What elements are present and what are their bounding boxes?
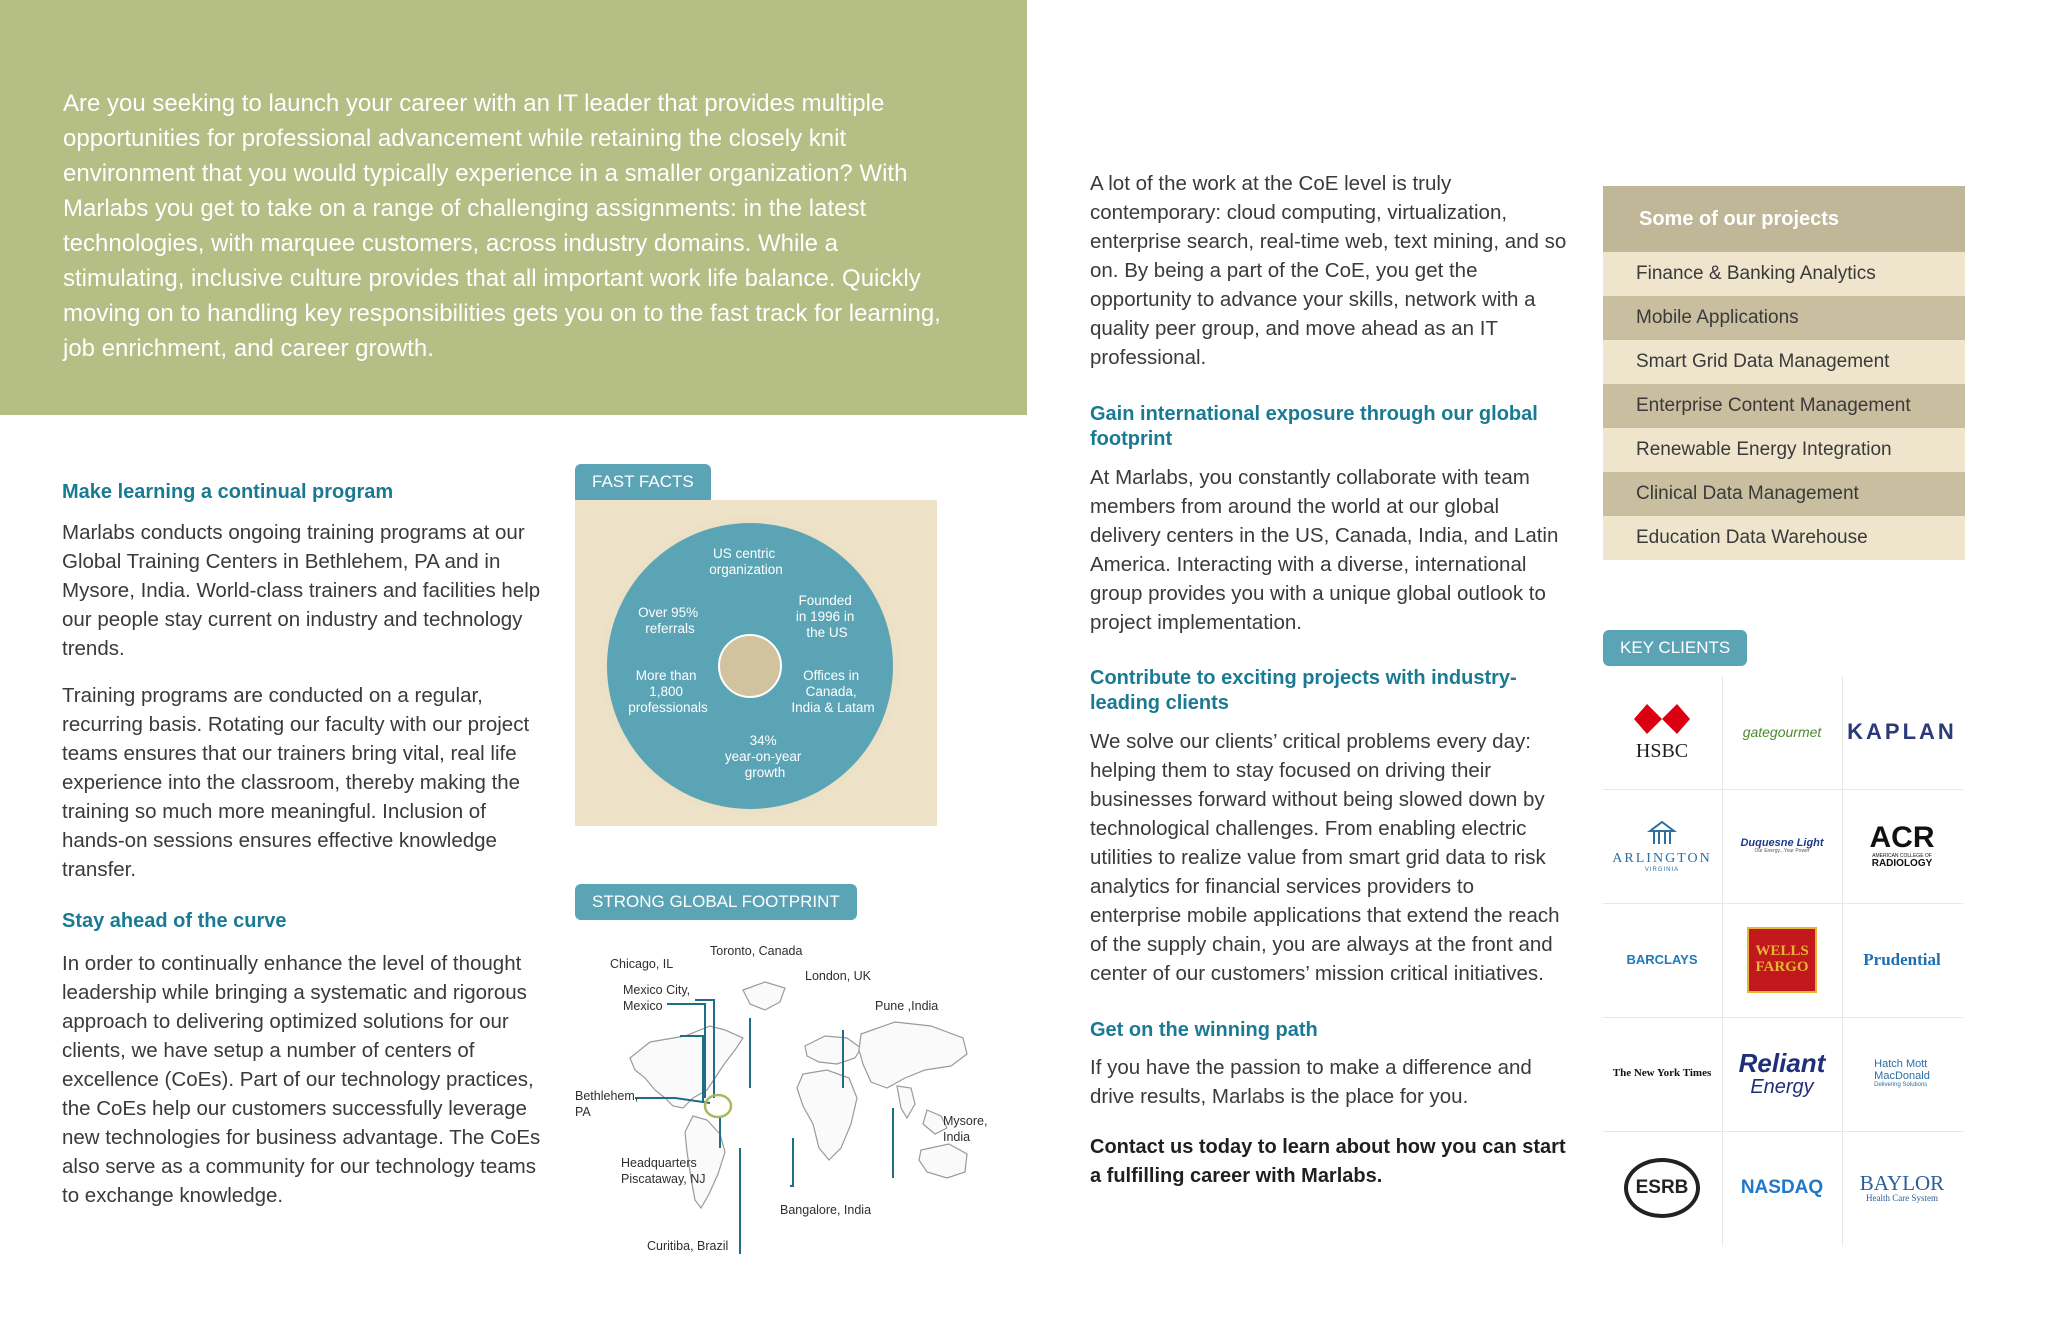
left-column xyxy=(62,480,542,1210)
client-logo-kaplan: KAPLAN xyxy=(1847,719,1957,745)
fact-offices: Offices in Canada, India & Latam xyxy=(791,668,875,715)
fast-facts-panel xyxy=(575,500,937,826)
curve-paragraph: In order to continually enhance the level of thought leadership while bringing a systematic and rigorous approach to delivering optimized solutions for our clients, we have setup a number of centers of excellence (CoEs). Part of our technology practices, the CoEs help our customers successfully leverage new technologies for business advantage. The CoEs also serve as a community for our technology teams to exchange knowledge. xyxy=(62,952,541,1207)
fast-facts-tag: FAST FACTS xyxy=(575,464,711,500)
label-pune: Pune ,India xyxy=(875,999,939,1013)
project-item: Education Data Warehouse xyxy=(1603,516,1965,560)
client-logo-hatch-mott: Hatch Mott MacDonald Delivering Solutions xyxy=(1874,1058,1930,1089)
fact-professionals: More than 1,800 professionals xyxy=(628,668,708,715)
client-logo-baylor: BAYLOR Health Care System xyxy=(1859,1171,1945,1204)
contact-callout: Contact us today to learn about how you can start a fulfilling career with Marlabs. xyxy=(1090,1136,1566,1187)
fact-founded: Founded in 1996 in the US xyxy=(795,593,855,640)
client-logo-reliant: Reliant Energy xyxy=(1738,1047,1826,1099)
learning-paragraph-2: Training programs are conducted on a regular, recurring basis. Rotating our faculty with our project teams ensures that our trainers bring vital, real life experience into the classroom, thereby making the training so much more meaningful. Inclusion of hands-on sessions ensures effective knowledge transfer. xyxy=(62,684,530,881)
project-item: Renewable Energy Integration xyxy=(1603,428,1965,472)
hq-highlight-circle xyxy=(705,1095,731,1117)
project-item: Mobile Applications xyxy=(1603,296,1965,340)
client-logo-prudential: Prudential xyxy=(1863,950,1941,970)
projects-heading: Contribute to exciting projects with industry-leading clients xyxy=(1090,667,1517,714)
project-item: Clinical Data Management xyxy=(1603,472,1965,516)
label-mysore: Mysore, India xyxy=(943,1114,988,1144)
key-clients-tag: KEY CLIENTS xyxy=(1603,630,1747,666)
project-item: Smart Grid Data Management xyxy=(1603,340,1965,384)
label-bethlehem: Bethlehem, PA xyxy=(575,1089,639,1119)
client-logo-duquesne: Duquesne Light Our Energy...Your Power xyxy=(1740,836,1824,855)
hsbc-hexagon-icon xyxy=(1632,702,1692,736)
client-logo-wells-fargo: WELLS FARGO xyxy=(1723,904,1841,1016)
international-paragraph: At Marlabs, you constantly collaborate with team members from around the world at our global delivery centers in the US, Canada, India, and Latin America. Interacting with a diverse, international group provides you with a unique global outlook to project implementation. xyxy=(1090,466,1559,634)
projects-paragraph: We solve our clients’ critical problems every day: helping them to stay focused on driving their businesses forward without being slowed down by technological challenges. From enabling electric utilities to realize value from smart grid data to risk analytics for financial services providers to enterprise mobile applications that extend the reach of the supply chain, you are always at the front and center of our customers’ mission critical initiatives. xyxy=(1090,730,1560,985)
label-mexico: Mexico City, Mexico xyxy=(623,983,691,1013)
client-logo-hsbc: HSBC xyxy=(1603,676,1721,788)
client-logo-gategourmet: gategourmet xyxy=(1742,723,1822,740)
connector-bangalore xyxy=(790,1138,793,1186)
middle-column xyxy=(1090,169,1570,1191)
label-london: London, UK xyxy=(805,969,872,983)
project-item: Finance & Banking Analytics xyxy=(1603,252,1965,296)
client-logo-nytimes: The New York Times xyxy=(1612,1067,1712,1080)
coe-paragraph: A lot of the work at the CoE level is truly contemporary: cloud computing, virtualization, enterprise search, real-time web, text mining, and so on. By being a part of the CoE, you get the opportunity to advance your skills, network with a quality peer group, and move ahead as an IT professional. xyxy=(1090,172,1567,369)
project-item: Enterprise Content Management xyxy=(1603,384,1965,428)
client-logo-nasdaq: NASDAQ xyxy=(1740,1177,1824,1199)
donut-center xyxy=(719,635,781,697)
client-logo-arlington: ARLINGTON VIRGINIA xyxy=(1603,790,1721,902)
fact-us-centric: US centric organization xyxy=(709,546,783,577)
label-headquarters: Headquarters Piscataway, NJ xyxy=(621,1156,706,1186)
hero-intro-text: Are you seeking to launch your career with an IT leader that provides multiple opportunities for professional advancement while retaining the closely knit environment that you would typically experience in a smaller organization? With Marlabs you get to take on a range of challenging assignments: in the latest technologies, with marquee customers, across industry domains. While a stimulating, inclusive culture provides that all important work life balance. Quickly moving on to handling key responsibilities gets you on to the fast track for learning, job enrichment, and career growth. xyxy=(63,90,941,362)
label-chicago: Chicago, IL xyxy=(610,957,674,971)
global-footprint-map xyxy=(575,938,995,1258)
fact-referrals: Over 95% referrals xyxy=(638,605,699,636)
client-logo-acr: ACR AMERICAN COLLEGE OF RADIOLOGY xyxy=(1869,821,1935,870)
label-curitiba: Curitiba, Brazil xyxy=(647,1239,729,1253)
client-logo-barclays: BARCLAYS xyxy=(1626,952,1698,968)
international-heading: Gain international exposure through our global footprint xyxy=(1090,403,1538,450)
projects-box xyxy=(1603,186,1965,560)
label-toronto: Toronto, Canada xyxy=(710,944,803,958)
key-clients-grid xyxy=(1603,676,1963,1246)
fact-growth: 34% year-on-year growth xyxy=(724,733,802,780)
learning-heading: Make learning a continual program xyxy=(62,481,394,503)
projects-title: Some of our projects xyxy=(1603,186,1965,252)
client-logo-esrb: ESRB xyxy=(1603,1132,1721,1244)
fast-facts-donut xyxy=(575,500,937,826)
global-footprint-tag: STRONG GLOBAL FOOTPRINT xyxy=(575,884,857,920)
label-bangalore: Bangalore, India xyxy=(780,1203,872,1217)
winning-paragraph: If you have the passion to make a difference and drive results, Marlabs is the place for you. xyxy=(1090,1056,1532,1108)
arlington-building-icon xyxy=(1647,819,1677,847)
learning-paragraph-1: Marlabs conducts ongoing training programs at our Global Training Centers in Bethlehem, PA and in Mysore, India. World-class trainers and facilities help our people stay current on industry and technology trends. xyxy=(62,521,541,660)
winning-heading: Get on the winning path xyxy=(1090,1019,1318,1041)
curve-heading: Stay ahead of the curve xyxy=(62,910,287,932)
